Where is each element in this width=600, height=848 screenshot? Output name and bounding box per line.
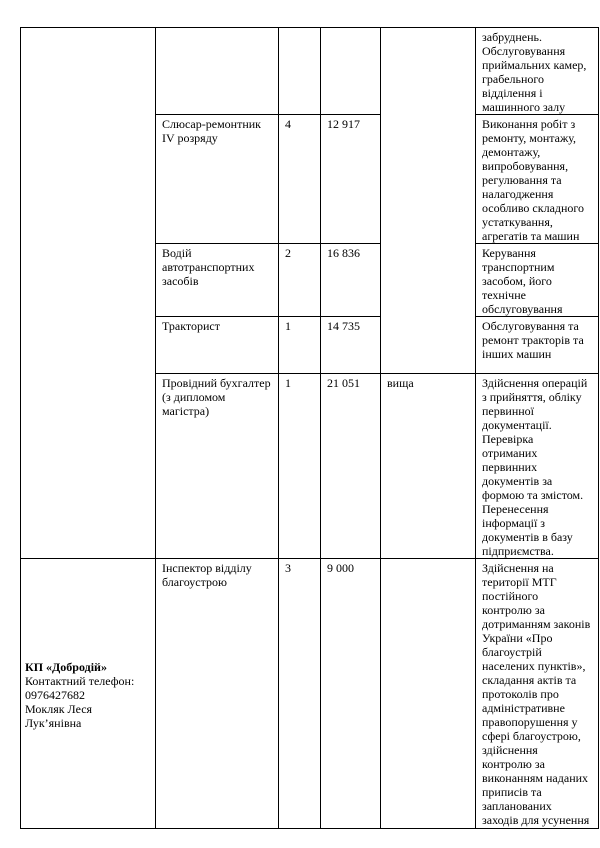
position-cell [156, 244, 279, 317]
duties-text: демонтажу, [482, 145, 541, 159]
duties-text: випробовування, [482, 159, 569, 173]
duties-text: інформації з [482, 516, 546, 530]
vacancy-table [20, 27, 599, 829]
table-row [21, 559, 599, 829]
vacancy-count [279, 28, 321, 115]
duties-text: Здійснення операцій [482, 376, 588, 390]
duties-text: Перевірка [482, 432, 534, 446]
position-cell [156, 115, 279, 244]
employer-cell [21, 28, 156, 559]
position-cell [156, 374, 279, 559]
salary-value: 16 836 [321, 244, 381, 317]
salary-value: 12 917 [321, 115, 381, 244]
duties-cell [476, 244, 599, 317]
duties-text: виконанням наданих [482, 771, 589, 785]
duties-text: України «Про [482, 631, 553, 645]
duties-text: регулювання та [482, 173, 562, 187]
duties-text: Здійснення на [482, 561, 554, 575]
employer-cell [21, 559, 156, 829]
duties-text: первинних [482, 460, 538, 474]
duties-cell [476, 374, 599, 559]
duties-cell [476, 317, 599, 374]
duties-text: формою та змістом. [482, 488, 584, 502]
duties-text: інших машин [482, 347, 552, 361]
duties-text: сфері благоустрою, [482, 729, 581, 743]
duties-text: устаткування, [482, 215, 553, 229]
duties-text: постійного [482, 589, 539, 603]
duties-text: налагодження [482, 187, 554, 201]
duties-text: ремонт тракторів та [482, 333, 584, 347]
duties-text: правопорушення у [482, 715, 578, 729]
duties-text: документів в базу [482, 530, 573, 544]
duties-text: адміністративне [482, 701, 565, 715]
duties-text: Обслуговування [482, 44, 566, 58]
duties-text: Виконання робіт з [482, 117, 576, 131]
duties-text: Керування [482, 246, 536, 260]
duties-text: ремонту, монтажу, [482, 131, 577, 145]
vacancy-count: 1 [279, 317, 321, 374]
duties-cell [476, 28, 599, 115]
vacancy-count: 4 [279, 115, 321, 244]
salary-value: 9 000 [321, 559, 381, 829]
duties-text: документації. [482, 418, 552, 432]
position-cell [156, 28, 279, 115]
duties-text: документів за [482, 474, 553, 488]
employer-phone-label: Контактний телефон: [25, 673, 135, 688]
employer-name: КП «Добродій» [25, 659, 107, 674]
salary-value: 21 051 [321, 374, 381, 559]
education-cell [381, 28, 476, 374]
position-text: засобів [162, 274, 199, 288]
duties-text: Обслуговування та [482, 319, 579, 333]
duties-text: первинної [482, 404, 535, 418]
duties-text: засобом, його [482, 274, 552, 288]
position-text: IV розряду [162, 131, 218, 145]
duties-text: приймальних камер, [482, 58, 587, 72]
position-text: благоустрою [162, 575, 227, 589]
position-text: автотранспортних [162, 260, 255, 274]
position-text: Водій [162, 246, 192, 260]
duties-text: здійснення [482, 743, 538, 757]
duties-text: складання актів та [482, 673, 577, 687]
position-text: (з дипломом [162, 390, 226, 404]
duties-text: дотриманням законів [482, 617, 591, 631]
duties-text: території МТГ [482, 575, 557, 589]
duties-text: агрегатів та машин [482, 229, 580, 243]
duties-text: благоустрій [482, 645, 542, 659]
position-text: Тракторист [162, 319, 220, 333]
position-text: Провідний бухгалтер [162, 376, 271, 390]
employer-contact-line2: Лук’янівна [25, 715, 82, 730]
position-cell [156, 559, 279, 829]
duties-text: протоколів про [482, 687, 559, 701]
duties-text: транспортним [482, 260, 555, 274]
duties-text: обслуговування [482, 302, 563, 316]
duties-text: контролю за [482, 603, 545, 617]
education-cell: вища [381, 374, 476, 559]
duties-text: заходів для усунення [482, 813, 590, 827]
duties-text: запланованих [482, 799, 552, 813]
duties-text: забруднень. [482, 30, 543, 44]
position-text: магістра) [162, 404, 210, 418]
table-row [21, 28, 599, 115]
salary-value: 14 735 [321, 317, 381, 374]
duties-cell [476, 559, 599, 829]
position-text: Інспектор відділу [162, 561, 252, 575]
vacancy-count: 2 [279, 244, 321, 317]
duties-text: особливо складного [482, 201, 585, 215]
duties-text: Перенесення [482, 502, 549, 516]
position-text: Слюсар-ремонтник [162, 117, 262, 131]
vacancy-count: 1 [279, 374, 321, 559]
employer-phone: 0976427682 [25, 687, 85, 702]
education-cell [381, 559, 476, 829]
duties-text: підприємства. [482, 544, 554, 558]
duties-text: з прийняття, обліку [482, 390, 582, 404]
duties-text: технічне [482, 288, 526, 302]
duties-cell [476, 115, 599, 244]
duties-text: населених пунктів», [482, 659, 586, 673]
duties-text: грабельного [482, 72, 545, 86]
employer-contact-line1: Мокляк Леся [25, 701, 93, 716]
duties-text: отриманих [482, 446, 538, 460]
vacancy-count: 3 [279, 559, 321, 829]
position-cell [156, 317, 279, 374]
duties-text: приписів та [482, 785, 542, 799]
salary-value [321, 28, 381, 115]
duties-text: відділення і [482, 86, 543, 100]
duties-text: машинного залу [482, 100, 566, 114]
duties-text: контролю за [482, 757, 545, 771]
